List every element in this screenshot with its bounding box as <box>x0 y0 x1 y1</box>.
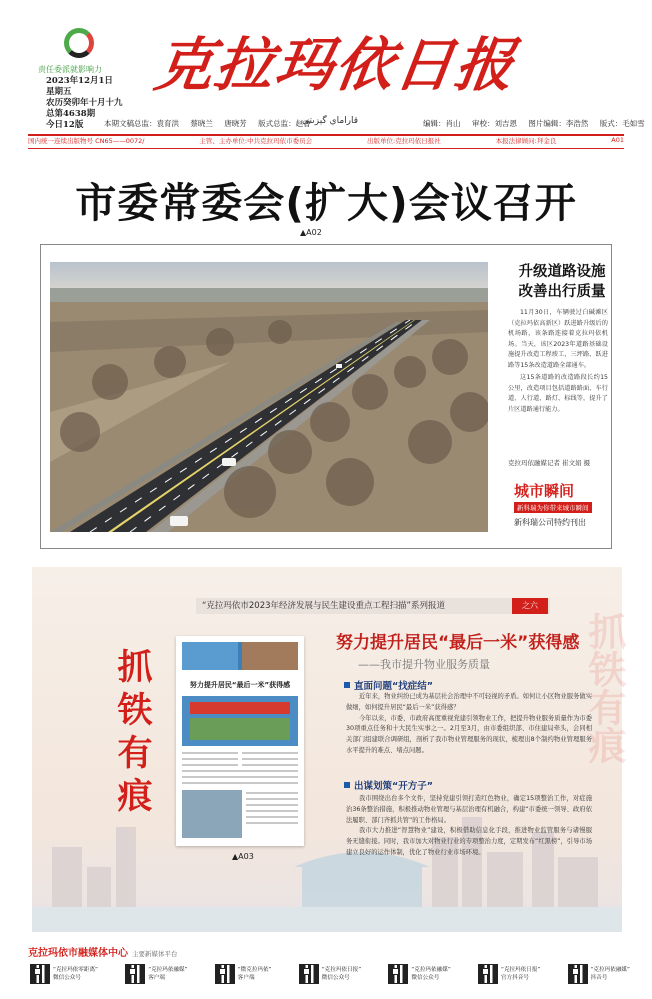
story-byline: 克拉玛依融媒记者 崔文娟 摄 <box>508 459 591 467</box>
page-count: 今日12版 <box>46 120 84 130</box>
editor-credit: 版式：毛如雪 <box>599 119 645 128</box>
vertical-slogan: 抓铁有痕 <box>112 648 152 820</box>
editor-credit: 审校：刘吉恩 <box>471 119 517 128</box>
series-number-tag: 之六 <box>512 598 548 614</box>
qr-code-icon <box>299 964 319 984</box>
platform-item[interactable] <box>215 964 272 984</box>
qr-code-icon <box>478 964 498 984</box>
page-thumbnail[interactable] <box>176 636 304 846</box>
issue-total: 总第4638期 <box>46 109 96 119</box>
section-paragraph: 我市围绕出台多个文件，坚持党建引领打造红色物业，确定15项整治工作，对症施治36条整治措施，积极推动物业管理与基层治理有机融合，构建“市委统一领导、政府依法履职、部门齐抓共管”的工作格局。 <box>346 795 592 824</box>
footer-title <box>28 944 178 959</box>
info-item: 国内统一连续出版物号 CN65——0072/ <box>28 137 145 145</box>
series-label: “克拉玛依市2023年经济发展与民生建设重点工程扫描”系列报道 <box>196 598 550 614</box>
platform-name: “克拉玛依日报” <box>500 967 541 973</box>
editor-credit: 编辑：肖山 <box>423 119 461 128</box>
platform-type: 官方抖音号 <box>500 975 529 981</box>
editor-credit: 版式总监：赵香 <box>258 119 311 128</box>
platform-item[interactable] <box>299 964 361 984</box>
info-item: 主管、主办单位:中共克拉玛依市委员会 <box>199 137 313 145</box>
info-item: 本报法律顾问:拜金良 <box>495 137 557 145</box>
platform-name: “克拉玛依融媒” <box>411 967 451 973</box>
platform-name: “克拉玛依融媒” <box>148 967 188 973</box>
headline-page-ref[interactable]: ▲A02 <box>300 228 322 237</box>
platform-item[interactable] <box>568 964 630 984</box>
thumbnail-layout <box>176 636 304 846</box>
platform-type: 客户端 <box>148 975 165 981</box>
info-item: 出版单位:克拉玛依日报社 <box>367 137 441 145</box>
qr-code-icon <box>568 964 588 984</box>
newspaper-title: 克拉玛依日报 <box>150 31 521 99</box>
city-moment-title: 城市瞬间 <box>514 482 575 500</box>
promo-headline[interactable]: 努力提升居民“最后一米”获得感 <box>336 633 580 653</box>
editor-credit: 本期文稿总监：袁育洪 <box>104 119 179 128</box>
weekday: 星期五 <box>46 87 72 97</box>
section-paragraph: 近年来，物业纠纷已成为基层社会治理中不可轻视的矛盾。如何让小区物业服务做实做细，如何提升居民“最后一米”获得感？ <box>346 693 592 711</box>
platform-name: “克拉玛依融媒” <box>590 967 630 973</box>
section-heading: 出谋划策“开方子” <box>344 778 433 792</box>
qr-code-icon <box>125 964 145 984</box>
platform-item[interactable] <box>125 964 187 984</box>
uyghur-title: قاراماي گېزىتى <box>302 116 359 126</box>
platform-type: 微信公众号 <box>321 975 350 981</box>
story-paragraph: 11月30日，车辆驶过白碱滩区（克拉玛依高新区）跃进路升级后的机场路，该条路连接着克拉玛依机场。当天，该区2023年道路基础设施提升改造工程竣工，三坪路、跃进路等15条改造道路全部通车。 <box>508 309 608 369</box>
city-moment-tag: 新科瑞为你带来城市瞬间 <box>514 502 592 513</box>
editor-credit: 图片编辑：李浩然 <box>528 119 589 128</box>
media-platform-list <box>30 964 630 984</box>
date-line: 2023年12月1日 <box>46 76 113 86</box>
platform-type: 客户端 <box>237 975 255 981</box>
road-aerial-photo[interactable] <box>50 262 488 532</box>
promo-subtitle: ——我市提升物业服务质量 <box>358 658 490 671</box>
road-aerial-illustration <box>50 262 488 532</box>
info-rule <box>28 148 624 149</box>
platform-item[interactable] <box>478 964 540 984</box>
lead-headline[interactable]: 市委常委会(扩大)会议召开 <box>75 179 577 227</box>
section-paragraph: 今年以来，市委、市政府高度重视党建引领物业工作，把提升物业服务质量作为市委30项重点任务和十大民生实事之一。2月至3月，由市委组织部、市住建局牵头，会同相关部门组建联合调研组，剖析了我市物业管理服务的现状，梳理出8个制约物业管理服务水平提升的难点、堵点问题。 <box>346 714 592 754</box>
platform-item[interactable] <box>388 964 450 984</box>
qr-code-icon <box>30 964 50 984</box>
newspaper-logo-icon <box>64 28 94 58</box>
lunar-date: 农历癸卯年十月十九 <box>46 98 123 108</box>
section-text <box>346 794 592 859</box>
thumbnail-headline: 努力提升居民“最后一米”获得感 <box>184 680 296 690</box>
editor-credit: 唐晓芳 <box>224 119 247 128</box>
section-heading: 直面问题“找症结” <box>344 678 433 692</box>
platform-name: “微克拉玛依” <box>237 967 272 973</box>
story-body <box>508 308 608 417</box>
platform-type: 抖音号 <box>590 975 608 981</box>
section-paragraph: 我市大力推进“智慧物业”建设，积极借助信息化手段，推进物业监管服务与诸慢服务无缝衔接。同时，我市加大对物业行业的专项整治力度，定期发布“红黑榜”，引导市场建立良好的运作体制，优化了物业行业市场环境。 <box>346 827 592 856</box>
page-number: A01 <box>611 136 624 144</box>
section-text <box>346 692 592 757</box>
qr-code-icon <box>388 964 408 984</box>
platform-name: “克拉玛依日报” <box>321 967 362 973</box>
city-moment-sponsor: 新科瑞公司特约刊出 <box>514 518 586 527</box>
story-title-line: 改善出行质量 <box>518 284 606 300</box>
story-paragraph: 这15条道路的改造路段长约15公里，改造项目包括道路路面、车行道、人行道、路灯、标线等，提升了片区道路通行能力。 <box>508 374 608 413</box>
ghost-watermark-text: 抓铁有痕 <box>582 612 626 764</box>
editor-credit: 蔡晓兰 <box>190 119 213 128</box>
publication-info-bar <box>28 136 624 147</box>
platform-type: 微信公众号 <box>411 975 440 981</box>
story-title-line: 升级道路设施 <box>518 264 606 280</box>
platform-type: 微信公众号 <box>53 975 81 981</box>
platform-item[interactable] <box>30 964 98 984</box>
logo-caption: 责任委派就影响力 <box>38 65 102 74</box>
story-title[interactable] <box>510 262 614 302</box>
promo-page-ref[interactable]: ▲A03 <box>232 852 254 861</box>
qr-code-icon <box>215 964 235 984</box>
media-center-subtitle: 主要新媒体平台 <box>132 950 178 958</box>
platform-name: “克拉玛依零距离” <box>53 967 98 973</box>
editor-credits <box>104 118 645 129</box>
media-center-name: 克拉玛依市融媒体中心 <box>28 948 128 959</box>
